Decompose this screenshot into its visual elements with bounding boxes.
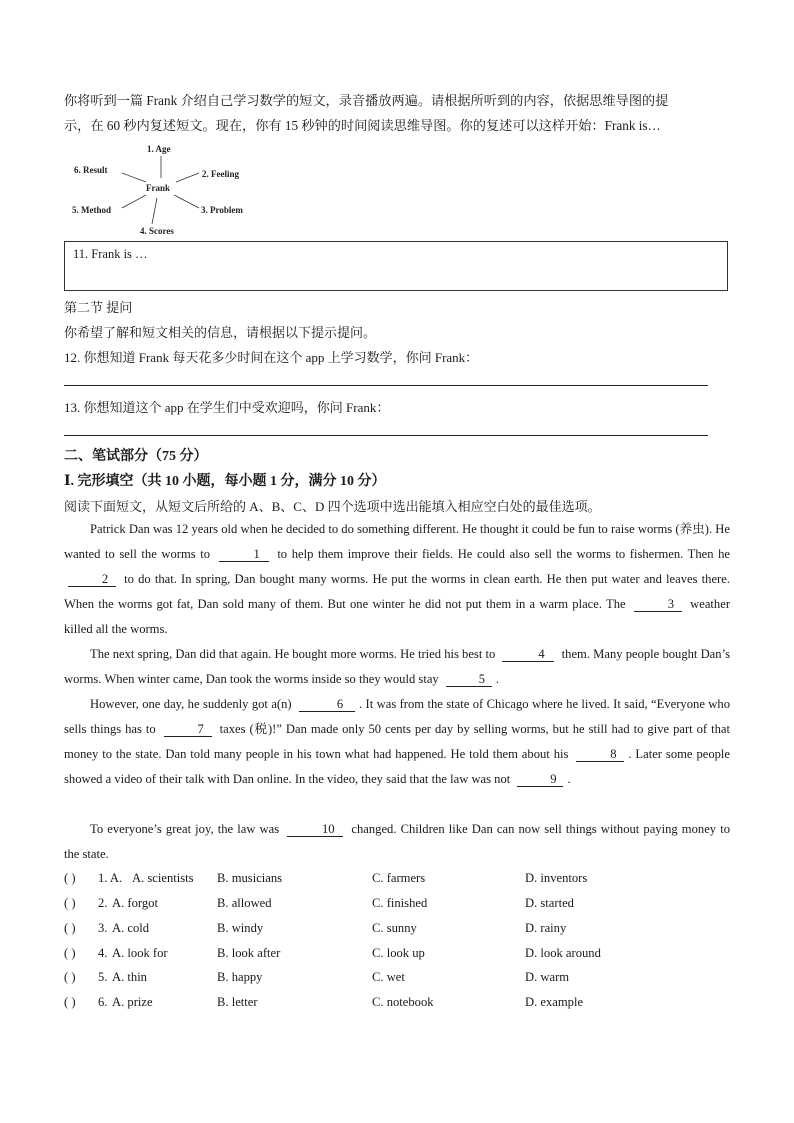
blank-9[interactable]: 9 xyxy=(517,772,563,787)
question-number: 4. xyxy=(98,946,108,960)
question-number: 5. xyxy=(98,970,108,984)
question-1-options xyxy=(64,871,734,895)
mindmap-center: Frank xyxy=(146,183,171,193)
passage-text: However, one day, he suddenly got a(n) xyxy=(90,697,292,711)
question-5-options xyxy=(64,970,734,994)
passage-text: To everyone’s great joy, the law was xyxy=(90,822,280,836)
q12-answer-line[interactable] xyxy=(64,385,708,386)
blank-3[interactable]: 3 xyxy=(634,597,682,612)
cloze-title: Ⅰ. 完形填空（共 10 小题，每小题 1 分，满分 10 分） xyxy=(64,474,386,489)
intro-line-2: 示，在 60 秒内复述短文。现在，你有 15 秒钟的时间阅读思维导图。你的复述可以这样开始：Frank is… xyxy=(64,118,661,133)
q13-answer-line[interactable] xyxy=(64,435,708,436)
q13-prompt: 13. 你想知道这个 app 在学生们中受欢迎吗，你问 Frank： xyxy=(64,400,390,415)
option-d[interactable]: D. started xyxy=(525,896,574,910)
mindmap-node-scores: 4. Scores xyxy=(140,226,174,236)
passage-text: changed. Children like Dan can now sell things without paying money to the state. xyxy=(64,822,730,861)
answer-parenthesis[interactable]: ( ) xyxy=(64,995,76,1009)
option-c[interactable]: C. finished xyxy=(372,896,428,910)
option-a[interactable]: A. forgot xyxy=(112,896,158,910)
q12-prompt: 12. 你想知道 Frank 每天花多少时间在这个 app 上学习数学，你问 Frank： xyxy=(64,350,479,365)
question-6-options xyxy=(64,995,734,1019)
option-b[interactable]: B. allowed xyxy=(217,896,272,910)
passage-text: to help them improve their fields. He could also sell the worms to fishermen. Then he xyxy=(277,547,731,561)
option-c[interactable]: C. wet xyxy=(372,970,405,984)
option-a[interactable]: A. thin xyxy=(112,970,147,984)
mind-map-diagram xyxy=(64,140,264,240)
mindmap-node-feeling: 2. Feeling xyxy=(202,169,239,179)
blank-2[interactable]: 2 xyxy=(68,572,116,587)
blank-8[interactable]: 8 xyxy=(576,747,624,762)
answer-parenthesis[interactable]: ( ) xyxy=(64,946,76,960)
question-number: 6. xyxy=(98,995,108,1009)
mindmap-spoke-method xyxy=(122,195,146,208)
intro-line-1: 你将听到一篇 Frank 介绍自己学习数学的短文，录音播放两遍。请根据所听到的内容，依据思维导图的提 xyxy=(64,93,669,108)
passage-text: The next spring, Dan did that again. He bought more worms. He tried his best to xyxy=(90,647,496,661)
question-number: 2. xyxy=(98,896,108,910)
option-d[interactable]: D. example xyxy=(525,995,584,1009)
passage-text: taxes (税)!” Dan made only 50 cents per day by selling worms, but he still had to give part of that money to the state. Dan told many people in his town what had happened. He told them about his xyxy=(64,722,730,761)
passage-text: them. Many people bought Dan’s worms. When winter came, Dan took the worms inside so they would stay xyxy=(64,647,730,686)
option-d[interactable]: D. warm xyxy=(525,970,570,984)
section2-title: 第二节 提问 xyxy=(64,300,133,315)
option-d[interactable]: D. rainy xyxy=(525,921,567,935)
question-3-options xyxy=(64,921,734,945)
mindmap-spoke-result xyxy=(122,173,146,182)
mindmap-node-problem: 3. Problem xyxy=(201,205,243,215)
passage-text: Patrick Dan was 12 years old when he decided to do something different. He thought it could be fun to raise worms (养虫). He wanted to sell the worms to xyxy=(64,522,730,561)
passage-text: . xyxy=(495,672,500,686)
option-a[interactable]: A. look for xyxy=(112,946,168,960)
answer-parenthesis[interactable]: ( ) xyxy=(64,921,76,935)
mindmap-node-result: 6. Result xyxy=(74,165,108,175)
blank-6[interactable]: 6 xyxy=(299,697,355,712)
mindmap-spoke-problem xyxy=(174,195,199,208)
blank-5[interactable]: 5 xyxy=(446,672,492,687)
option-b[interactable]: B. happy xyxy=(217,970,263,984)
passage-paragraph-2 xyxy=(64,642,730,692)
passage-paragraph-4 xyxy=(64,817,730,867)
question-number: 1. A. xyxy=(98,871,123,885)
option-b[interactable]: B. look after xyxy=(217,946,281,960)
blank-7[interactable]: 7 xyxy=(164,722,212,737)
option-a[interactable]: A. cold xyxy=(112,921,150,935)
mindmap-spoke-feeling xyxy=(176,173,199,182)
option-b[interactable]: B. letter xyxy=(217,995,258,1009)
passage-paragraph-3 xyxy=(64,692,730,792)
passage-paragraph-1 xyxy=(64,517,730,642)
option-b[interactable]: B. windy xyxy=(217,921,264,935)
answer-parenthesis[interactable]: ( ) xyxy=(64,970,76,984)
passage-text: . Later some people showed a video of their talk with Dan online. In the video, they said that the law was not xyxy=(64,747,731,786)
answer-parenthesis[interactable]: ( ) xyxy=(64,896,76,910)
mindmap-node-method: 5. Method xyxy=(72,205,111,215)
option-d[interactable]: D. look around xyxy=(525,946,601,960)
part2-title: 二、笔试部分（75 分） xyxy=(64,449,208,464)
passage-text: to do that. In spring, Dan bought many worms. He put the worms in clean earth. He then put water and leaves there. When the worms got fat, Dan sold many of them. But one winter he did not put them in a warm place. The xyxy=(64,572,730,611)
option-b[interactable]: B. musicians xyxy=(217,871,283,885)
intro-instructions xyxy=(64,88,734,138)
section2-instruction: 你希望了解和短文相关的信息，请根据以下提示提问。 xyxy=(64,325,377,340)
option-a[interactable]: A. scientists xyxy=(132,871,194,885)
blank-1[interactable]: 1 xyxy=(219,547,269,562)
cloze-instruction: 阅读下面短文，从短文后所给的 A、B、C、D 四个选项中选出能填入相应空白处的最佳选项。 xyxy=(64,499,601,514)
mindmap-spoke-scores xyxy=(152,198,157,224)
option-c[interactable]: C. look up xyxy=(372,946,425,960)
blank-4[interactable]: 4 xyxy=(502,647,554,662)
mindmap-node-age: 1. Age xyxy=(147,144,171,154)
passage-text: . It was from the state of Chicago where he lived. It said, “Everyone who sells things has to xyxy=(64,697,730,736)
option-a[interactable]: A. prize xyxy=(112,995,153,1009)
q11-prompt: 11. Frank is … xyxy=(73,247,148,261)
passage-text: . xyxy=(567,772,571,786)
question-2-options xyxy=(64,896,734,920)
option-c[interactable]: C. farmers xyxy=(372,871,426,885)
option-c[interactable]: C. notebook xyxy=(372,995,434,1009)
blank-10[interactable]: 10 xyxy=(287,822,343,837)
answer-parenthesis[interactable]: ( ) xyxy=(64,871,76,885)
question-number: 3. xyxy=(98,921,108,935)
q11-answer-box[interactable] xyxy=(64,241,728,291)
question-4-options xyxy=(64,946,734,970)
option-c[interactable]: C. sunny xyxy=(372,921,417,935)
option-d[interactable]: D. inventors xyxy=(525,871,588,885)
passage-text: weather killed all the worms. xyxy=(64,597,731,636)
